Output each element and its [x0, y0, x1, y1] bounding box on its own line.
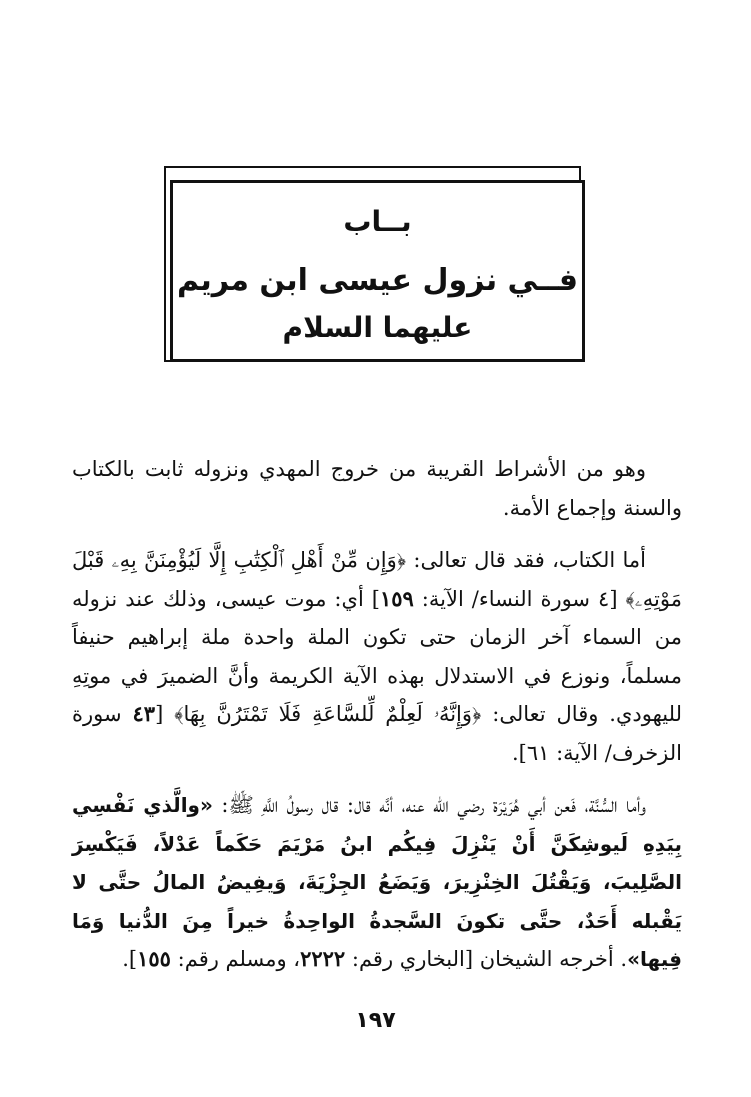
- text-segment: [٤ سورة النساء/ الآية:: [413, 586, 626, 611]
- quran-verse: ﴿وَإِنَّهُۥ لَعِلْمٌ لِّلسَّاعَةِ فَلَا تَمْتَرُنَّ بِهَا﴾: [174, 702, 482, 726]
- text-segment: . أخرجه الشيخان [البخاري رقم:: [345, 947, 628, 971]
- body-text: [72, 450, 682, 979]
- text-segment: سورة الزخرف/ الآية: ٦١].: [72, 702, 682, 765]
- paragraph-intro: وهو من الأشراط القريبة من خروج المهدي ونزوله ثابت بالكتاب والسنة وإجماع الأمة.: [72, 457, 682, 520]
- text-segment: ] أي: موت عيسى، وذلك عند نزوله من السماء آخر الزمان حتى تكون الملة واحدة ملة إبراهيم حنيفاً مسلماً، ونوزع في الاستدلال بهذه الآية الكريمة وأنَّ الضميرَ في موتِهِ لليهودي. وقال تعالى:: [72, 586, 682, 726]
- verse-number: ١٥٩: [379, 585, 414, 611]
- text-segment: ، ومسلم رقم:: [170, 947, 301, 971]
- chapter-title-box: [170, 180, 585, 362]
- hadith-text: «والَّذي نَفْسِي بِيَدِهِ لَيوشِكَنَّ أَنْ يَنْزِلَ فِيكُم ابنُ مَرْيَمَ حَكَماً عَدْلاً، فَيَكْسِرَ الصَّلِيبَ، وَيَقْتُلَ الخِنْزِيرَ، وَيَضَعُ الجِزْيَةَ، وَيفِيضُ المالُ حتَّى لا يَقْبله أَحَدٌ، حتَّى تكونَ السَّجدةُ الواحِدةُ خيراً مِنَ الدُّنيا وَمَا فِيها»: [72, 793, 682, 971]
- text-segment: ].: [122, 947, 138, 971]
- quran-verse: ﴿وَإِن مِّنْ أَهْلِ ٱلْكِتَٰبِ إِلَّا لَيُؤْمِنَنَّ بِهِۦ قَبْلَ مَوْتِهِۦ﴾: [72, 548, 682, 611]
- text-segment: أما الكتاب، فقد قال تعالى:: [406, 548, 646, 572]
- chapter-subtitle: عليهما السلام: [282, 311, 473, 344]
- surah-number: ٤٣: [132, 701, 156, 726]
- text-segment: [: [155, 702, 175, 726]
- chapter-title: فــي نزول عيسى ابن مريم: [176, 263, 579, 298]
- text-segment: وأما السُّنَّة، فَعن أبي هُرَيْرَة رضي الله عنه، أنَّه قال: قال رسولُ اللَّهِ ﷺ:: [212, 793, 646, 817]
- hadith-number: ١٥٥: [137, 946, 171, 971]
- chapter-label: بــاب: [343, 205, 412, 238]
- paragraph-quran: [72, 541, 682, 772]
- paragraph-sunnah: [72, 786, 682, 979]
- page-number: ١٩٧: [355, 1008, 396, 1033]
- hadith-number: ٢٢٢٢: [300, 946, 346, 971]
